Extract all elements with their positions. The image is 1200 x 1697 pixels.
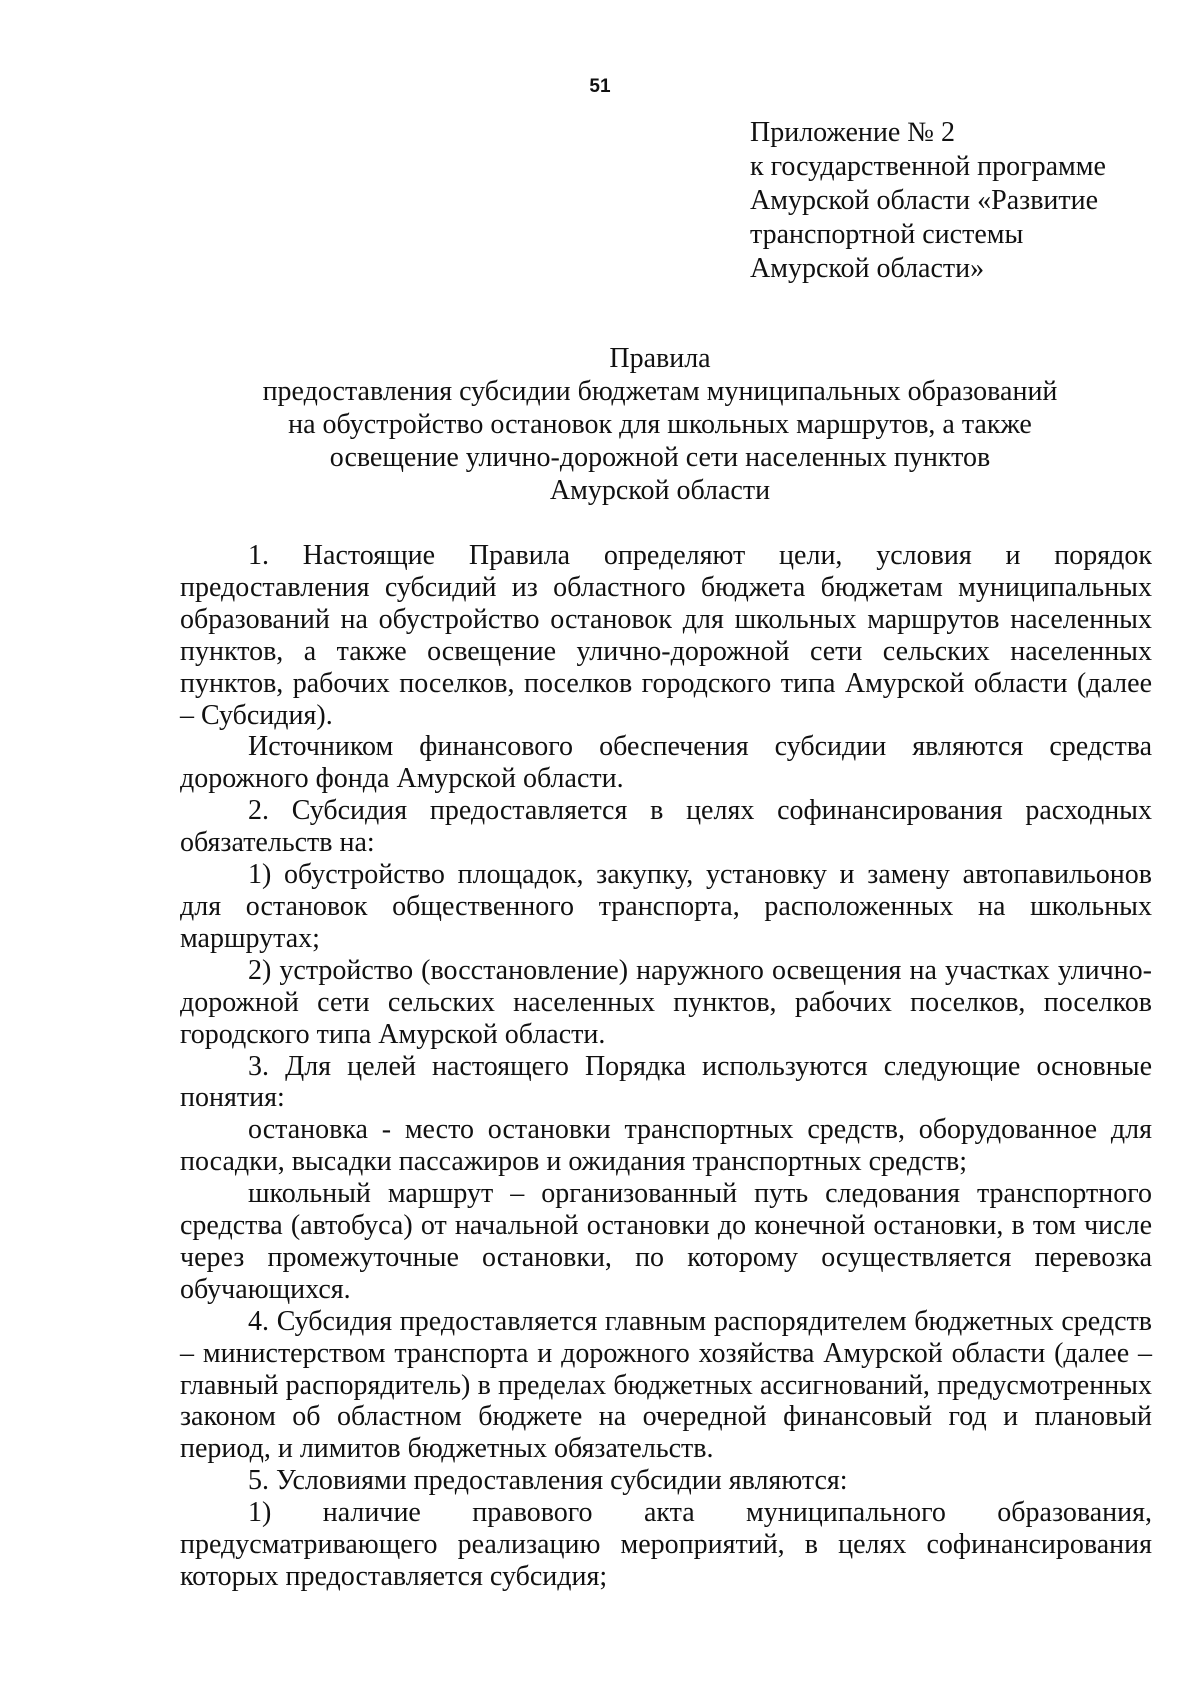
title-line: на обустройство остановок для школьных маршрутов, а также bbox=[288, 409, 1032, 440]
definition-school-route: школьный маршрут – организованный путь следования транспортного средства (автобуса) от начальной остановки до конечной остановки, в том числе через промежуточные остановки, по которому осуществляется перевозка обучающихся. bbox=[180, 1178, 1152, 1305]
title-line: Амурской области bbox=[549, 475, 771, 506]
paragraph-4: 4. Субсидия предоставляется главным распорядителем бюджетных средств – министерством транспорта и дорожного хозяйства Амурской области (далее – главный распорядитель) в пределах бюджетных ассигнований, предусмотренных законом об областном бюджете на очередной финансовый год и плановый период, и лимитов бюджетных обязательств. bbox=[180, 1305, 1152, 1465]
paragraph-2-item-1: 1) обустройство площадок, закупку, установку и замену автопавильонов для остановок общественного транспорта, расположенных на школьных маршрутах; bbox=[180, 859, 1152, 954]
page-number: 51 bbox=[589, 76, 611, 97]
appendix-line: к государственной программе bbox=[750, 151, 1106, 182]
paragraph-funding-source: Источником финансового обеспечения субсидии являются средства дорожного фонда Амурской области. bbox=[180, 731, 1152, 795]
paragraph-2-item-2: 2) устройство (восстановление) наружного освещения на участках улично-дорожной сети сельских населенных пунктов, рабочих поселков, поселков городского типа Амурской области. bbox=[180, 954, 1152, 1050]
definition-stop: остановка - место остановки транспортных средств, оборудованное для посадки, высадки пассажиров и ожидания транспортных средств; bbox=[180, 1114, 1152, 1178]
document-title bbox=[120, 342, 1200, 507]
appendix-line: Амурской области «Развитие bbox=[750, 185, 1099, 216]
appendix-line: транспортной системы bbox=[750, 219, 1024, 250]
appendix-line: Амурской области» bbox=[750, 253, 985, 284]
document-body bbox=[180, 540, 1152, 1593]
title-line: предоставления субсидии бюджетам муниципальных образований bbox=[262, 376, 1058, 407]
paragraph-5-item-1: 1) наличие правового акта муниципального образования, предусматривающего реализацию мероприятий, в целях софинансирования которых предоставляется субсидия; bbox=[180, 1497, 1152, 1592]
paragraph-1: 1. Настоящие Правила определяют цели, условия и порядок предоставления субсидий из областного бюджета бюджетам муниципальных образований на обустройство остановок для школьных маршрутов населенных пунктов, а также освещение улично-дорожной сети сельских населенных пунктов, рабочих поселков, поселков городского типа Амурской области (далее – Субсидия). bbox=[180, 540, 1152, 731]
appendix-reference bbox=[750, 116, 1170, 286]
title-heading: Правила bbox=[609, 343, 711, 374]
paragraph-2: 2. Субсидия предоставляется в целях софинансирования расходных обязательств на: bbox=[180, 795, 1152, 859]
paragraph-5: 5. Условиями предоставления субсидии являются: bbox=[248, 1465, 848, 1497]
appendix-line: Приложение № 2 bbox=[750, 117, 955, 148]
title-line: освещение улично-дорожной сети населенных пунктов bbox=[329, 442, 991, 473]
paragraph-3: 3. Для целей настоящего Порядка используются следующие основные понятия: bbox=[180, 1050, 1152, 1114]
